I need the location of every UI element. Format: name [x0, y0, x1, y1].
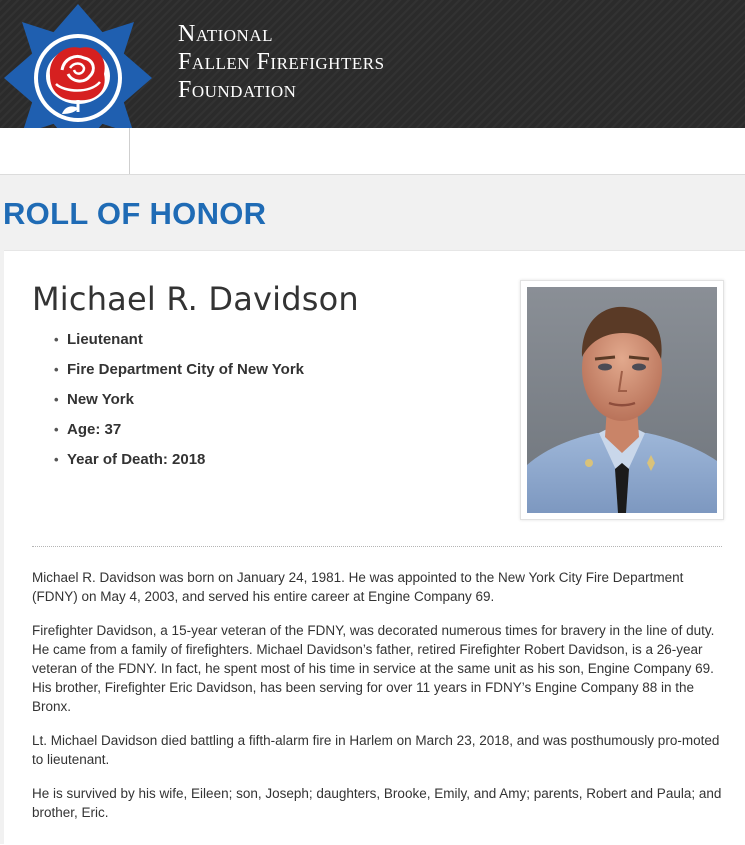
bullet-icon: •	[54, 392, 59, 407]
bullet-icon: •	[54, 452, 59, 467]
bullet-icon: •	[54, 332, 59, 347]
firefighter-portrait-photo	[527, 287, 717, 513]
bio-paragraph: Lt. Michael Davidson died battling a fifth-alarm fire in Harlem on March 23, 2018, and was posthumously pro-moted to lieutenant.	[32, 733, 720, 767]
bullet-icon: •	[54, 422, 59, 437]
fact-age: Age: 37	[67, 421, 122, 438]
foundation-name-line2: Fallen Firefighters	[178, 49, 385, 75]
profile-facts-list	[54, 330, 304, 480]
foundation-name[interactable]	[178, 20, 385, 104]
list-item	[54, 360, 304, 390]
bullet-icon: •	[54, 362, 59, 377]
foundation-name-line3: Foundation	[178, 77, 297, 103]
page-title: ROLL OF HONOR	[3, 196, 267, 231]
nav-divider	[129, 128, 130, 174]
bio-paragraph: Michael R. Davidson was born on January 24, 1981. He was appointed to the New York City Fire Department (FDNY) on May 4, 2003, and served his entire career at Engine Company 69.	[32, 570, 684, 604]
fact-department: Fire Department City of New York	[67, 361, 304, 378]
bio-paragraph: He is survived by his wife, Eileen; son, Joseph; daughters, Brooke, Emily, and Amy; parents, Robert and Paula; and brother, Eric.	[32, 786, 722, 820]
profile-name: Michael R. Davidson	[32, 280, 359, 318]
fact-year-of-death: Year of Death: 2018	[67, 451, 206, 468]
list-item	[54, 450, 304, 480]
fact-state: New York	[67, 391, 134, 408]
section-divider	[32, 546, 722, 547]
foundation-name-line1: National	[178, 21, 273, 47]
bio-paragraph: Firefighter Davidson, a 15-year veteran of the FDNY, was decorated numerous times for bravery in the line of duty. He came from a family of firefighters. Michael Davidson’s father, retired Firefighter Robert Davidson, is a 26-year veteran of the FDNY. In fact, he spent most of his time in service at the same unit as his son, Engine Company 69. His brother, Firefighter Eric Davidson, has been serving for over 11 years in FDNY’s Engine Company 88 in the Bronx.	[32, 623, 715, 714]
biography	[32, 568, 722, 837]
nav-strip	[0, 128, 745, 175]
fact-rank: Lieutenant	[67, 331, 143, 348]
list-item	[54, 330, 304, 360]
list-item	[54, 420, 304, 450]
list-item	[54, 390, 304, 420]
portrait-frame	[520, 280, 724, 520]
